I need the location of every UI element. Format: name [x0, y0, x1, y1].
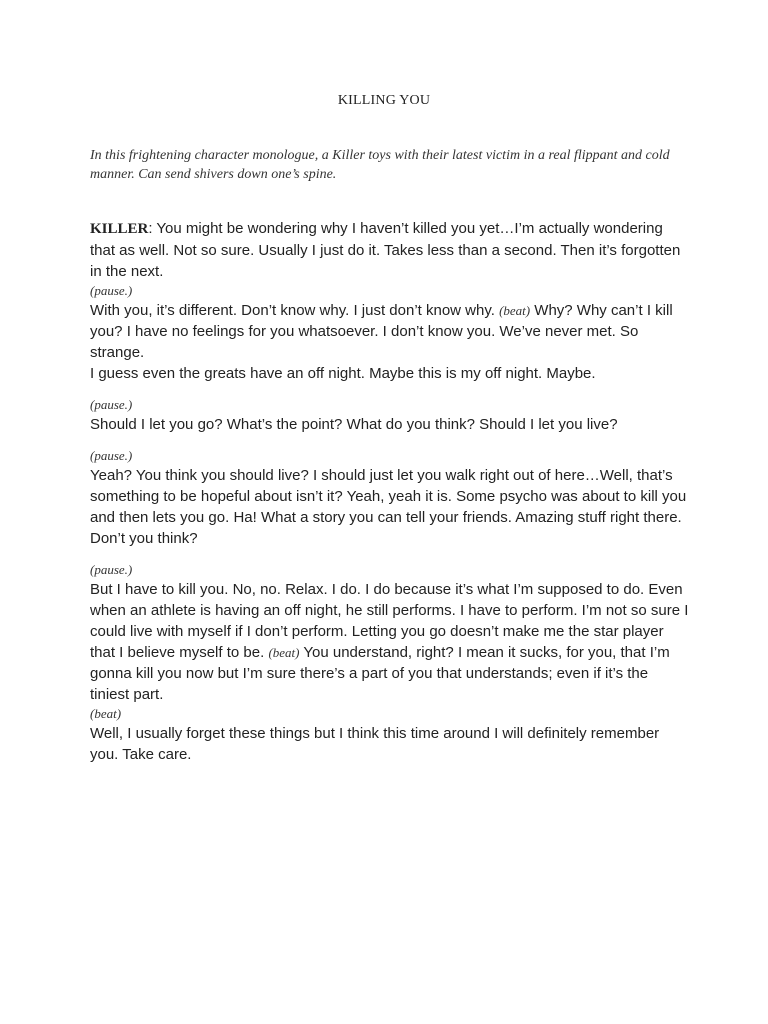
monologue-paragraph [90, 218, 690, 282]
monologue-paragraph: Yeah? You think you should live? I should just let you walk right out of here…Well, that’s something to be hopeful about isn’t it? Yeah, yeah it is. Some psycho was about to kill you and then lets you go. Ha! What a story you can tell your friends. Amazing stuff right there. Don’t you think? [90, 467, 687, 547]
speaker-name: KILLER [90, 221, 149, 237]
dialogue-line: You understand, right? I mean it sucks, for you, that I’m gonna kill you now but I’m sure there’s a part of you that understands; even if it’s the tiniest part. [90, 644, 670, 703]
stage-direction: (pause.) [90, 397, 133, 412]
stage-direction: (beat) [90, 706, 122, 721]
stage-direction: (pause.) [90, 562, 133, 577]
monologue-paragraph: Should I let you go? What’s the point? What do you think? Should I let you live? [90, 416, 618, 433]
page-title: KILLING YOU [337, 93, 431, 108]
dialogue-line: You might be wondering why I haven’t killed you yet…I’m actually wondering that as well. Not so sure. Usually I just do it. Takes less than a second. Then it’s forgotten in the next. [90, 220, 681, 280]
stage-direction-inline: (beat) [268, 645, 300, 660]
stage-direction: (pause.) [90, 283, 133, 298]
monologue-paragraph: I guess even the greats have an off night. Maybe this is my off night. Maybe. [90, 365, 596, 382]
dialogue-line: Why? Why can’t I kill you? I have no feelings for you whatsoever. I don’t know you. We’ve never met. So strange. [90, 302, 673, 361]
speaker-separator: : [148, 220, 153, 237]
monologue-paragraph [90, 300, 690, 363]
monologue-paragraph [90, 579, 690, 705]
monologue-body [90, 218, 690, 765]
stage-direction-inline: (beat) [499, 303, 531, 318]
dialogue-line: But I have to kill you. No, no. Relax. I do. I do because it’s what I’m supposed to do. Even when an athlete is having an off night, he still performs. I have to perform. I’m not so sure I could live with myself if I don’t perform. Letting you go doesn’t make me the star player that I believe myself to be. [90, 581, 689, 661]
intro-paragraph: In this frightening character monologue, a Killer toys with their latest victim in a real flippant and cold manner. Can send shivers down one’s spine. [90, 148, 670, 182]
stage-direction: (pause.) [90, 448, 133, 463]
monologue-paragraph: Well, I usually forget these things but I think this time around I will definitely remember you. Take care. [90, 725, 660, 763]
dialogue-line: With you, it’s different. Don’t know why. I just don’t know why. [90, 302, 500, 319]
